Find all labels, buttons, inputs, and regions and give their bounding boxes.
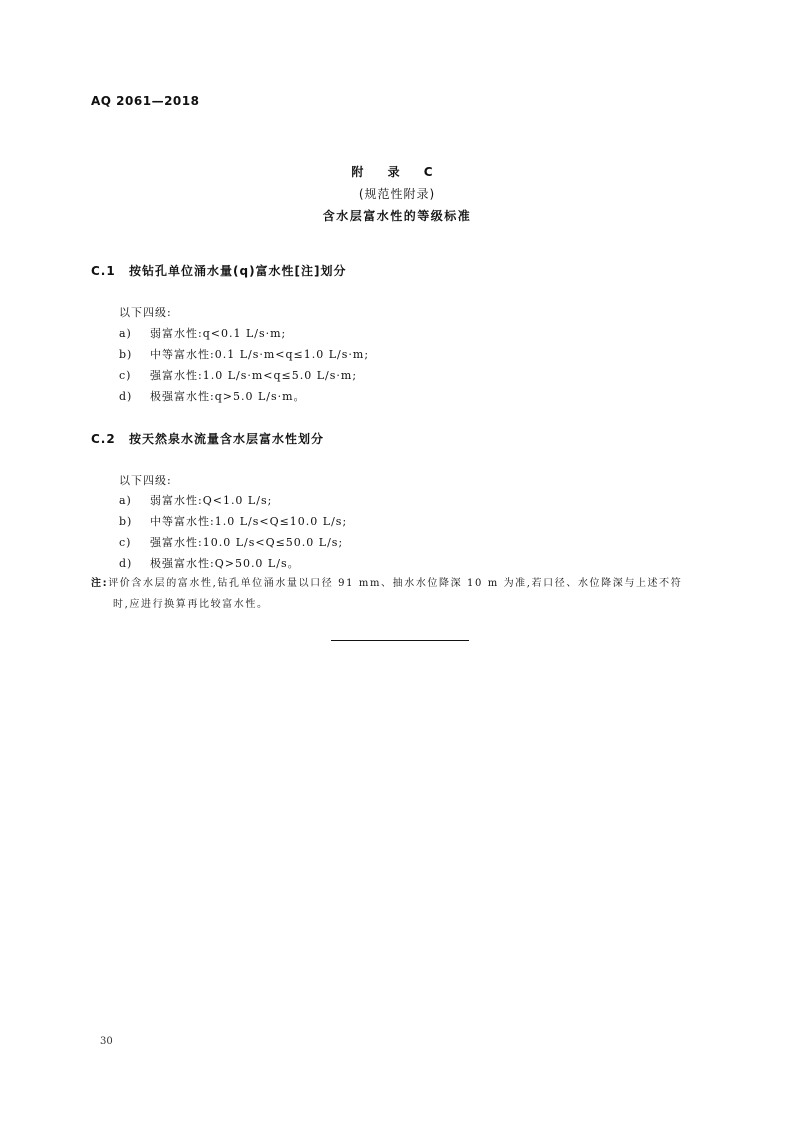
appendix-title: 附 录 C <box>351 165 443 179</box>
standard-code: AQ 2061—2018 <box>91 94 200 108</box>
page-number: 30 <box>100 1036 113 1047</box>
item-mark: d) <box>119 557 133 570</box>
item-text: 中等富水性:0.1 L/s·m<q≤1.0 L/s·m; <box>150 348 370 361</box>
section-intro: 以下四级: <box>119 306 172 319</box>
item-mark: c) <box>119 536 132 549</box>
item-mark: b) <box>119 515 133 528</box>
item-text: 弱富水性:Q<1.0 L/s; <box>150 494 273 507</box>
item-text: 弱富水性:q<0.1 L/s·m; <box>150 327 287 340</box>
note-label: 注: <box>91 578 109 589</box>
item-text: 极强富水性:Q>50.0 L/s。 <box>150 557 300 570</box>
item-text: 强富水性:10.0 L/s<Q≤50.0 L/s; <box>150 536 344 549</box>
list-item <box>119 534 343 550</box>
section-heading-c1 <box>91 262 347 279</box>
section-title: 按钻孔单位涌水量(q)富水性[注]划分 <box>129 264 347 278</box>
section-number: C.2 <box>91 432 116 446</box>
appendix-type: (规范性附录) <box>358 187 436 201</box>
note-line-1: 评价含水层的富水性,钻孔单位涌水量以口径 91 mm、抽水水位降深 10 m 为准,若口径、水位降深与上述不符 <box>108 578 683 589</box>
list-item <box>119 513 347 529</box>
item-mark: d) <box>119 390 133 403</box>
note <box>91 573 713 615</box>
item-mark: a) <box>119 327 132 340</box>
list-item <box>119 367 357 383</box>
list-item <box>119 555 300 571</box>
item-text: 极强富水性:q>5.0 L/s·m。 <box>150 390 306 403</box>
end-rule <box>331 640 469 641</box>
item-mark: b) <box>119 348 133 361</box>
appendix-name: 含水层富水性的等级标准 <box>322 209 472 223</box>
item-text: 强富水性:1.0 L/s·m<q≤5.0 L/s·m; <box>150 369 358 382</box>
section-heading-c2 <box>91 430 324 447</box>
section-number: C.1 <box>91 264 116 278</box>
list-item <box>119 325 286 341</box>
note-line-2: 时,应进行换算再比较富水性。 <box>113 599 269 610</box>
section-title: 按天然泉水流量含水层富水性划分 <box>129 432 325 446</box>
list-item <box>119 346 369 362</box>
list-item <box>119 388 306 404</box>
item-mark: a) <box>119 494 132 507</box>
section-intro: 以下四级: <box>119 474 172 487</box>
item-mark: c) <box>119 369 132 382</box>
item-text: 中等富水性:1.0 L/s<Q≤10.0 L/s; <box>150 515 348 528</box>
list-item <box>119 492 272 508</box>
